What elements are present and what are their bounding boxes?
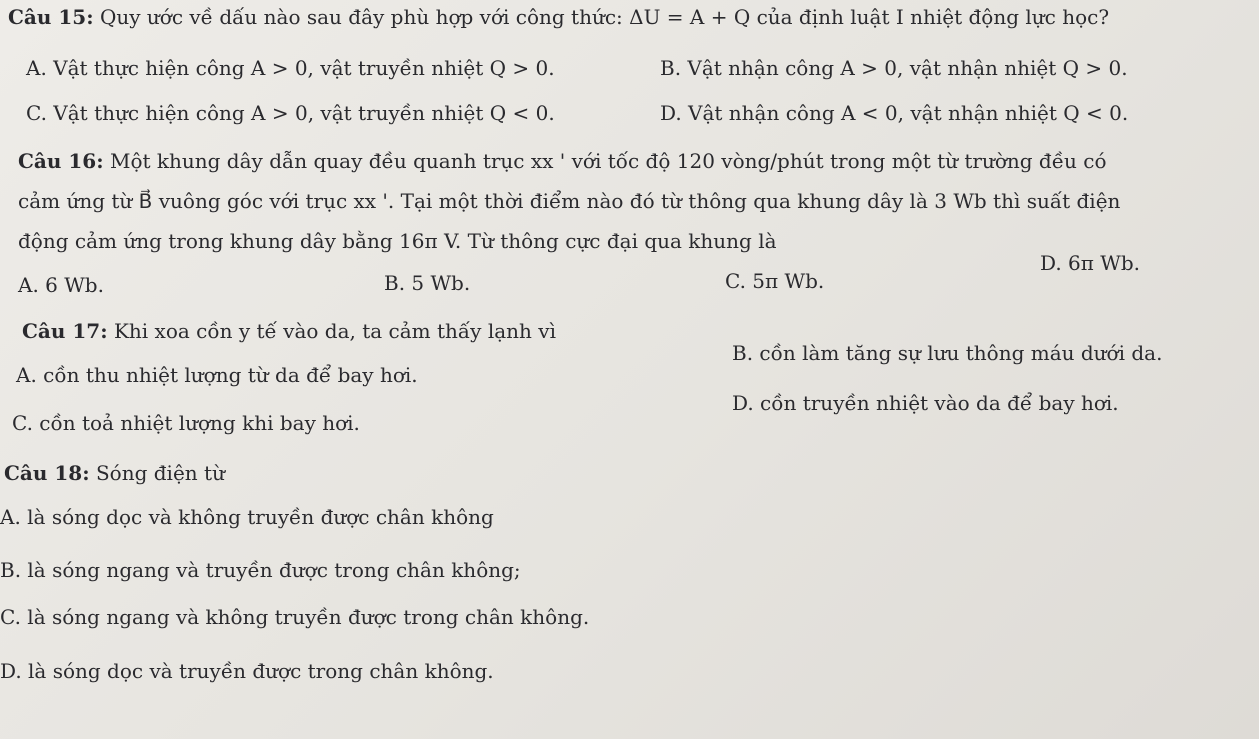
q18-option-c: C. là sóng ngang và không truyền được trong chân không. [0, 605, 590, 629]
q15-stem-line [8, 4, 1109, 30]
q16-stem-line-2: cảm ứng từ B⃗ vuông góc với trục xx '. Tại một thời điểm nào đó từ thông qua khung dây là 3 Wb thì suất điện [18, 189, 1121, 213]
q17-option-b: B. cồn làm tăng sự lưu thông máu dưới da. [732, 341, 1163, 365]
q15-stem: Quy ước về dấu nào sau đây phù hợp với công thức: ΔU = A + Q của định luật I nhiệt động lực học? [99, 5, 1110, 29]
q15-title: Câu 15: [8, 5, 94, 29]
q16-option-c: C. 5π Wb. [725, 269, 825, 293]
q16-stem-line-1 [18, 148, 1107, 174]
q17-option-c: C. cồn toả nhiệt lượng khi bay hơi. [12, 411, 360, 435]
q17-stem-line [22, 318, 556, 344]
q17-title: Câu 17: [22, 319, 108, 343]
q18-option-d: D. là sóng dọc và truyền được trong chân không. [0, 659, 494, 683]
q16-option-b: B. 5 Wb. [384, 271, 471, 295]
q15-option-a: A. Vật thực hiện công A > 0, vật truyền nhiệt Q > 0. [26, 56, 555, 80]
q17-stem: Khi xoa cồn y tế vào da, ta cảm thấy lạnh vì [113, 319, 556, 343]
q15-option-c: C. Vật thực hiện công A > 0, vật truyền nhiệt Q < 0. [26, 101, 555, 125]
q18-stem: Sóng điện từ [95, 461, 225, 485]
q16-option-d: D. 6π Wb. [1040, 251, 1140, 275]
q18-stem-line [4, 460, 225, 486]
q15-option-d: D. Vật nhận công A < 0, vật nhận nhiệt Q < 0. [660, 101, 1129, 125]
q18-option-a: A. là sóng dọc và không truyền được chân không [0, 505, 494, 529]
q15-option-b: B. Vật nhận công A > 0, vật nhận nhiệt Q > 0. [660, 56, 1128, 80]
q18-title: Câu 18: [4, 461, 90, 485]
q17-option-a: A. cồn thu nhiệt lượng từ da để bay hơi. [16, 363, 418, 387]
q16-stem-line-3: động cảm ứng trong khung dây bằng 16π V. Từ thông cực đại qua khung là [18, 229, 777, 253]
q18-option-b: B. là sóng ngang và truyền được trong chân không; [0, 558, 521, 582]
q16-title: Câu 16: [18, 149, 104, 173]
q16-stem-1: Một khung dây dẫn quay đều quanh trục xx ' với tốc độ 120 vòng/phút trong một từ trường đều có [109, 149, 1107, 173]
q17-option-d: D. cồn truyền nhiệt vào da để bay hơi. [732, 391, 1119, 415]
q16-option-a: A. 6 Wb. [18, 273, 104, 297]
